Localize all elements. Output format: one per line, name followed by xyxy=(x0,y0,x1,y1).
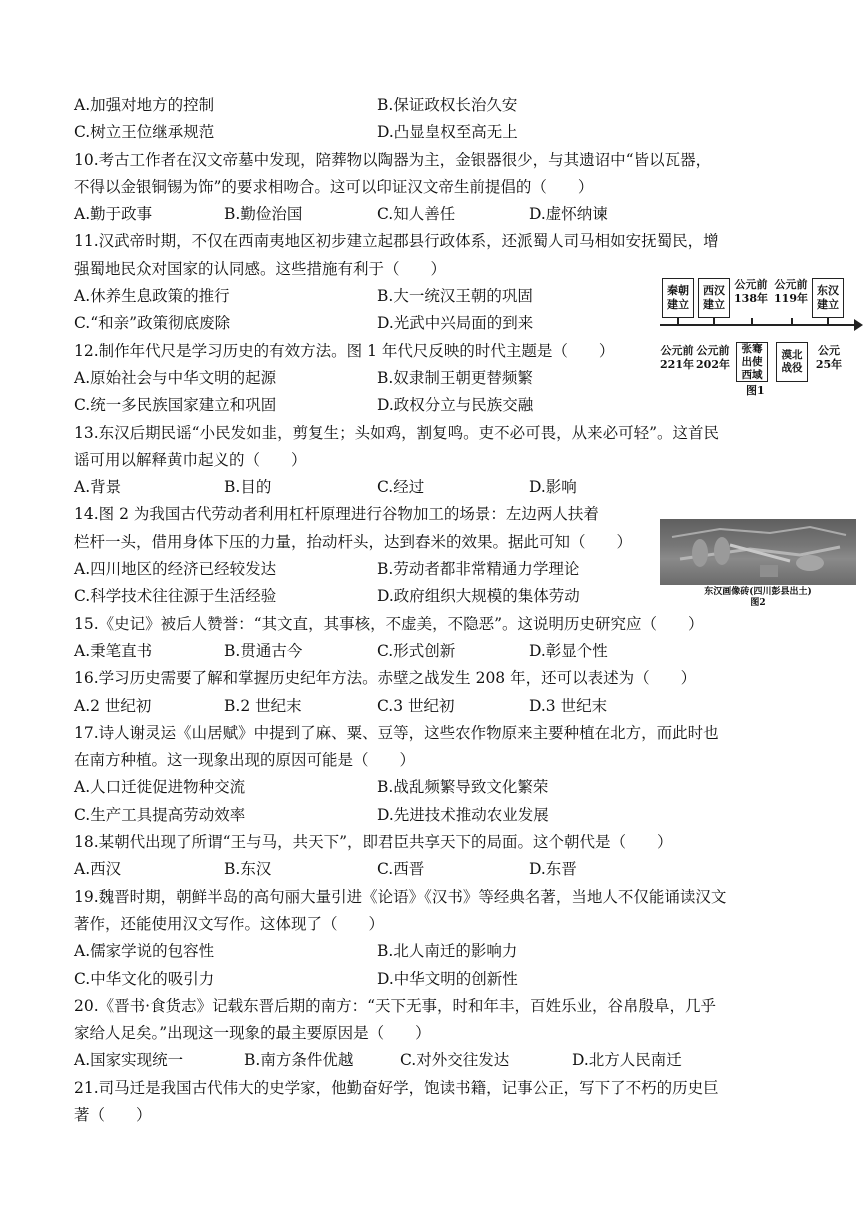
option-b[interactable]: B.大一统汉王朝的巩固 xyxy=(377,287,533,306)
option-d[interactable]: D.政权分立与民族交融 xyxy=(377,396,534,415)
timeline-tick xyxy=(791,318,793,326)
question-15-stem: 15.《史记》被后人赞誉：“其文直，其事核，不虚美，不隐恶”。这说明历史研究应（ ） xyxy=(74,614,704,633)
question-14-stem-cont: 栏杆一头，借用身体下压的力量，抬动杆头，达到舂米的效果。据此可知（ ） xyxy=(74,532,633,551)
timeline-label-119bc: 公元前119年 xyxy=(774,278,808,305)
option-c[interactable]: C.树立王位继承规范 xyxy=(74,123,215,142)
question-19-stem-cont: 著作，还能使用汉文写作。这体现了（ ） xyxy=(74,914,385,933)
option-b[interactable]: B.战乱频繁导致文化繁荣 xyxy=(377,778,549,797)
question-10-stem: 10.考古工作者在汉文帝墓中发现，陪葬物以陶器为主，金银器很少，与其遗诏中“皆以瓦器， xyxy=(74,150,712,169)
figure-2-caption xyxy=(660,587,856,609)
option-d[interactable]: D.影响 xyxy=(529,478,577,497)
timeline-tick xyxy=(751,318,753,326)
option-a[interactable]: A.原始社会与中华文明的起源 xyxy=(74,368,277,387)
timeline-tick xyxy=(827,318,829,326)
option-b[interactable]: B.奴隶制王朝更替频繁 xyxy=(377,368,533,387)
question-13-stem-cont: 谣可用以解释黄巾起义的（ ） xyxy=(74,450,307,469)
q19-options-row-2 xyxy=(74,966,806,993)
question-14-stem: 14.图 2 为我国古代劳动者利用杠杆原理进行谷物加工的场景：左边两人扶着 xyxy=(74,505,599,524)
figure-1-timeline xyxy=(660,278,865,400)
question-16-stem: 16.学习历史需要了解和掌握历史纪年方法。赤壁之战发生 208 年，还可以表述为（ ） xyxy=(74,669,697,688)
question-17-stem-cont: 在南方种植。这一现象出现的原因可能是（ ） xyxy=(74,751,416,770)
option-b[interactable]: B.保证政权长治久安 xyxy=(377,96,518,114)
option-c[interactable]: C.科学技术往往源于生活经验 xyxy=(74,587,277,606)
option-c[interactable]: C.知人善任 xyxy=(377,205,456,224)
option-d[interactable]: D.3 世纪末 xyxy=(529,696,608,715)
option-c[interactable]: C.经过 xyxy=(377,478,425,497)
figure-2-caption-text: 东汉画像砖(四川彭县出土) xyxy=(704,587,812,597)
q18-options xyxy=(74,856,806,883)
option-a[interactable]: A.儒家学说的包容性 xyxy=(74,942,215,961)
option-c[interactable]: C.“和亲”政策彻底废除 xyxy=(74,314,231,333)
question-21-stem-cont: 著（ ） xyxy=(74,1105,152,1124)
option-b[interactable]: B.南方条件优越 xyxy=(244,1051,354,1070)
option-a[interactable]: A.背景 xyxy=(74,478,122,497)
q15-options xyxy=(74,638,806,665)
question-20-stem-cont: 家给人足矣。”出现这一现象的最主要原因是（ ） xyxy=(74,1024,431,1043)
q13-options xyxy=(74,474,806,501)
figure-2 xyxy=(660,519,856,609)
exam-page xyxy=(74,92,806,1129)
option-b[interactable]: B.北人南迁的影响力 xyxy=(377,942,518,961)
question-20-stem: 20.《晋书·食货志》记载东晋后期的南方：“天下无事，时和年丰，百姓乐业，谷帛殷阜，几乎 xyxy=(74,996,717,1015)
stone-relief-image xyxy=(660,519,856,585)
option-b[interactable]: B.东汉 xyxy=(224,860,272,879)
option-a[interactable]: A.勤于政事 xyxy=(74,205,153,224)
option-d[interactable]: D.先进技术推动农业发展 xyxy=(377,805,549,824)
option-c[interactable]: C.统一多民族国家建立和巩固 xyxy=(74,396,277,415)
question-10-stem-cont: 不得以金银铜锡为饰”的要求相吻合。这可以印证汉文帝生前提倡的（ ） xyxy=(74,177,594,196)
option-b[interactable]: B.2 世纪末 xyxy=(224,696,302,715)
option-d[interactable]: D.东晋 xyxy=(529,860,577,879)
timeline-label-202bc: 公元前202年 xyxy=(696,344,730,371)
timeline-box-qin: 秦朝建立 xyxy=(662,278,694,318)
q9-options-row-2 xyxy=(74,119,806,146)
option-d[interactable]: D.彰显个性 xyxy=(529,641,608,660)
option-b[interactable]: B.勤俭治国 xyxy=(224,205,303,224)
question-19-stem: 19.魏晋时期，朝鲜半岛的高句丽大量引进《论语》《汉书》等经典名著，当地人不仅能诵读汉文 xyxy=(74,887,727,906)
option-c[interactable]: C.西晋 xyxy=(377,860,425,879)
question-11-stem-cont: 强蜀地民众对国家的认同感。这些措施有利于（ ） xyxy=(74,259,447,278)
option-c[interactable]: C.生产工具提高劳动效率 xyxy=(74,805,246,824)
option-a[interactable]: A.秉笔直书 xyxy=(74,641,153,660)
option-d[interactable]: D.虚怀纳谏 xyxy=(529,205,608,224)
q17-options-row-1 xyxy=(74,774,806,801)
option-a[interactable]: A.休养生息政策的推行 xyxy=(74,287,230,306)
option-a[interactable]: A.国家实现统一 xyxy=(74,1051,184,1070)
question-18-stem: 18.某朝代出现了所谓“王与马，共天下”，即君臣共享天下的局面。这个朝代是（ ） xyxy=(74,833,673,852)
question-13-stem: 13.东汉后期民谣“小民发如韭，剪复生；头如鸡，割复鸣。吏不必可畏，从来必可轻”。这首民 xyxy=(74,423,720,442)
question-11-stem: 11.汉武帝时期，不仅在西南夷地区初步建立起郡县行政体系，还派蜀人司马相如安抚蜀民，增 xyxy=(74,232,719,251)
timeline-box-zhang-qian: 张骞出使西域 xyxy=(736,342,768,382)
timeline-box-western-han: 西汉建立 xyxy=(698,278,730,318)
option-b[interactable]: B.劳动者都非常精通力学理论 xyxy=(377,560,580,579)
figure-1-label: 图1 xyxy=(746,384,765,397)
timeline-label-221bc: 公元前221年 xyxy=(660,344,694,371)
option-a[interactable]: A.四川地区的经济已经较发达 xyxy=(74,560,277,579)
q20-options xyxy=(74,1047,806,1074)
question-21-stem: 21.司马迁是我国古代伟大的史学家，他勤奋好学，饱读书籍，记事公正，写下了不朽的历史巨 xyxy=(74,1078,719,1097)
timeline-label-25ad: 公元25年 xyxy=(815,344,843,371)
q16-options xyxy=(74,693,806,720)
option-a[interactable]: A.2 世纪初 xyxy=(74,696,152,715)
option-a[interactable]: A.西汉 xyxy=(74,860,122,879)
timeline-label-138bc: 公元前138年 xyxy=(734,278,768,305)
option-d[interactable]: D.北方人民南迁 xyxy=(572,1051,682,1070)
option-d[interactable]: D.中华文明的创新性 xyxy=(377,969,518,988)
timeline-arrow-icon xyxy=(854,319,863,331)
option-c[interactable]: C.对外交往发达 xyxy=(400,1051,510,1070)
option-d[interactable]: D.政府组织大规模的集体劳动 xyxy=(377,587,580,606)
q17-options-row-2 xyxy=(74,802,806,829)
option-c[interactable]: C.形式创新 xyxy=(377,641,456,660)
q9-options-row-1 xyxy=(74,92,806,119)
option-b[interactable]: B.目的 xyxy=(224,478,272,497)
timeline-tick xyxy=(677,318,679,326)
relief-illustration xyxy=(660,519,856,585)
option-c[interactable]: C.中华文化的吸引力 xyxy=(74,969,215,988)
timeline-tick xyxy=(713,318,715,326)
q10-options xyxy=(74,201,806,228)
option-b[interactable]: B.贯通古今 xyxy=(224,641,303,660)
option-d[interactable]: D.凸显皇权至高无上 xyxy=(377,123,518,142)
question-17-stem: 17.诗人谢灵运《山居赋》中提到了麻、粟、豆等，这些农作物原来主要种植在北方，而此时也 xyxy=(74,723,719,742)
timeline-box-eastern-han: 东汉建立 xyxy=(812,278,844,318)
option-d[interactable]: D.光武中兴局面的到来 xyxy=(377,314,534,333)
option-a[interactable]: A.人口迁徙促进物种交流 xyxy=(74,778,246,797)
q19-options-row-1 xyxy=(74,938,806,965)
question-12-stem: 12.制作年代尺是学习历史的有效方法。图 1 年代尺反映的时代主题是（ ） xyxy=(74,341,615,360)
timeline-box-mobei: 漠北战役 xyxy=(776,342,808,382)
option-a[interactable]: A.加强对地方的控制 xyxy=(74,96,215,114)
option-c[interactable]: C.3 世纪初 xyxy=(377,696,455,715)
figure-2-label: 图2 xyxy=(750,598,766,608)
